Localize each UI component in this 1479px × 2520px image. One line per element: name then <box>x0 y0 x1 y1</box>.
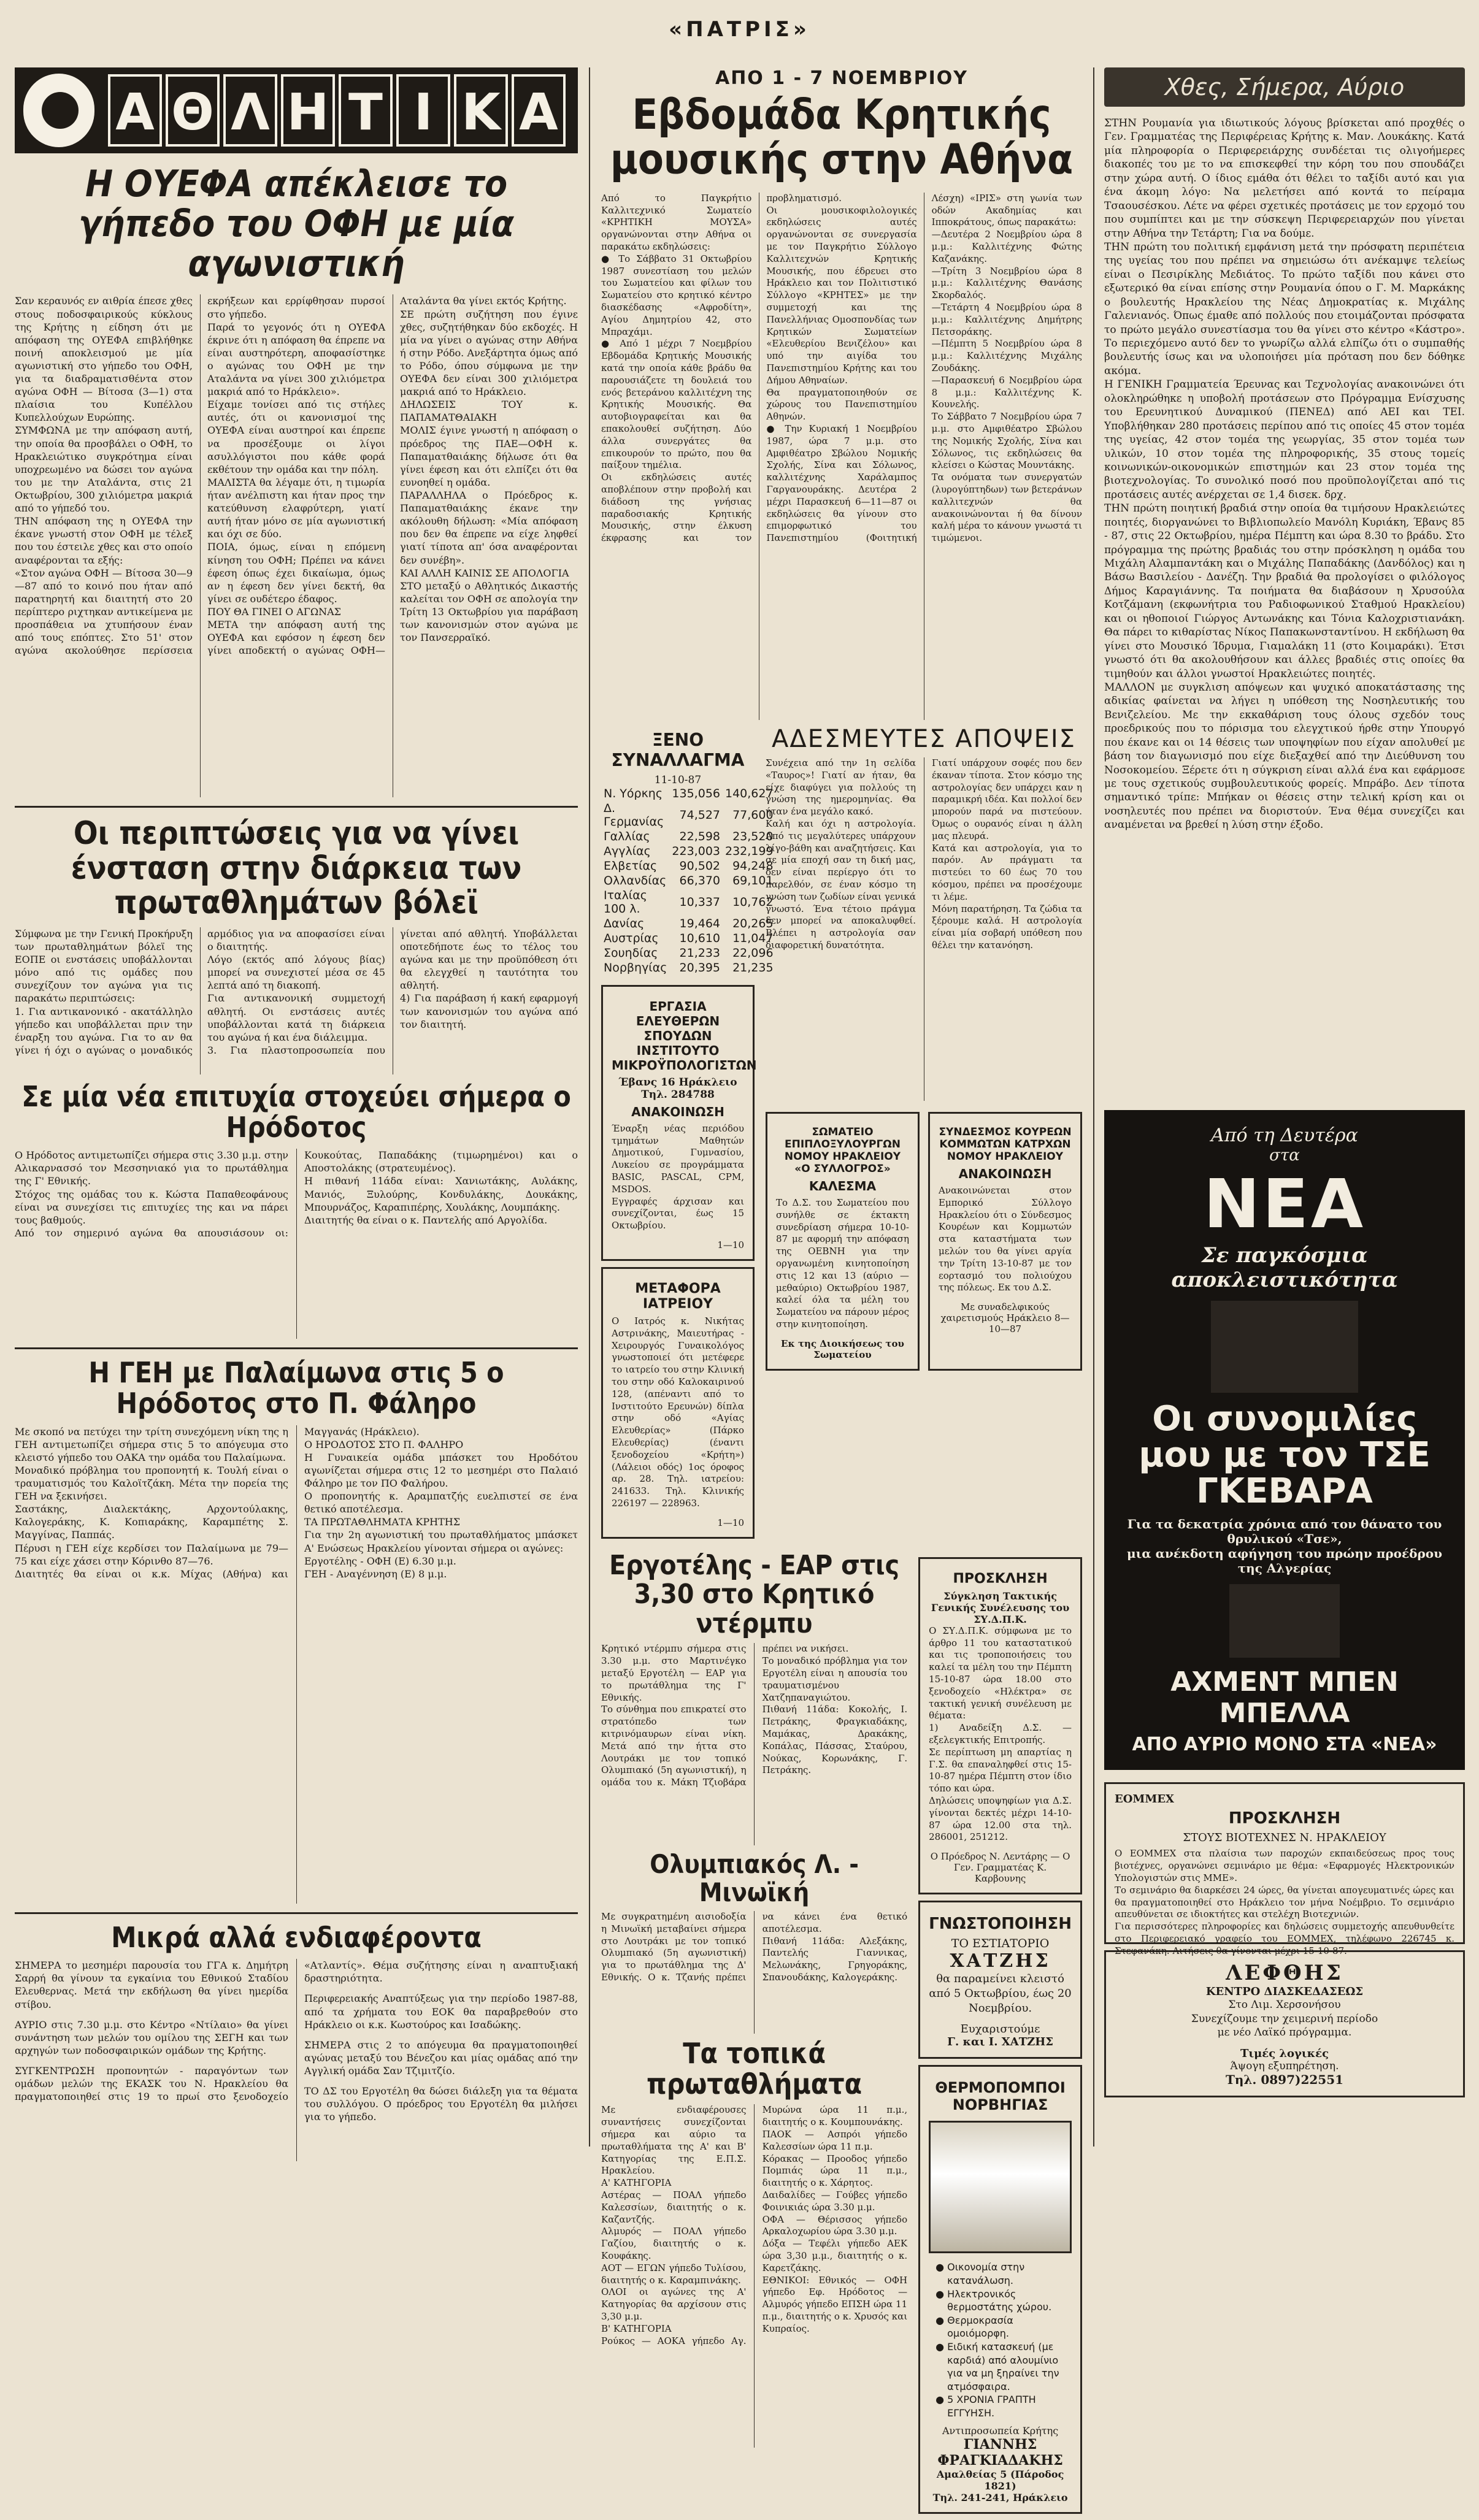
section-band: Χθες, Σήμερα, Αύριο <box>1104 67 1465 107</box>
section-logo-letters <box>108 74 569 147</box>
logo-letter: Κ <box>454 74 508 147</box>
uefa-body: Σαν κεραυνός εν αιθρία έπεσε χθες στους ποδοσφαιρικούς κύκλους της Κρήτης η είδηση ότι με απόφαση της ΟΥΕΦΑ επιβλήθηκε ποινή αποκλεισμού με μία αγωνιστική στο γήπεδο του ΟΦΗ, για τα διαδραματισθέντα στον αγώνα ΟΦΗ — Βίτοσα (3—1) στα πλαίσια του Κυπέλλου Κυπελλούχων Ευρώπης. ΣΥΜΦΩΝΑ με την απόφαση αυτή, την οποία θα προσβάλει ο ΟΦΗ, το Ηρακλειώτικο συγκρότημα είναι υποχρεωμένο να δώσει τον αγώνα του με την Αταλάντα, στις 21 Οκτωβρίου, 300 χιλιόμετρα μακριά από το γήπεδό του. ΤΗΝ απόφαση της η ΟΥΕΦΑ την έκανε γνωστή στον ΟΦΗ με τέλεξ που του έστειλε χθες και στο οποίο αναφέρονται τα εξής: «Στον αγώνα ΟΦΗ — Βίτοσα 30—9—87 από το κοινό που ήταν από παρατηρητή και διαιτητή στο 20 περίπτερο ριχτηκαν αντικείμενα με προσπάθεια να χτυπήσουν έναν από τους επόπτες. Στο 51' στον αγώνα ακολούθησε περίσσεια εκρήξεων και ερρίφθησαν πυρσοί στο γήπεδο. Παρά το γεγονός ότι η ΟΥΕΦΑ έκρινε ότι η απόφαση θα έπρεπε να είναι αυστηρότερη, αποφασίστηκε ο αγώνας του ΟΦΗ με την Αταλάντα να γίνει 300 χιλιόμετρα μακριά από το Ηράκλειο». Είχαμε τονίσει από τις στήλες αυτές, ότι οι κανονισμοί της ΟΥΕΦΑ είναι αυστηροί και έπρεπε να προσέξουμε οι λίγοι ασυλλόγιστοι που κάθε φορά εκθέτουν την ομάδα και την πόλη. ΜΑΛΙΣΤΑ θα λέγαμε ότι, η τιμωρία ήταν ανέλπιστη και ήταν προς την κατεύθυνση ελαφρύτερη, γιατί αυτή ήταν μόνο σε μία αγωνιστική και όχι σε δύο. ΠΟΙΑ, όμως, είναι η επόμενη κίνηση του ΟΦΗ; Πρέπει να κάνει έφεση όπως έχει δικαίωμα, όμως αν η έφεση δεν γίνει δεκτή, θα γίνει σε ουδέτερο έδαφος. ΠΟΥ ΘΑ ΓΙΝΕΙ Ο ΑΓΩΝΑΣ ΜΕΤΑ την απόφαση αυτή της ΟΥΕΦΑ και εφόσον η έφεση δεν γίνει αποδεκτή ο αγώνας ΟΦΗ—Αταλάντα θα γίνει εκτός Κρήτης. ΣΕ πρώτη συζήτηση που έγινε χθες, συζητήθηκαν δύο εκδοχές. Η μία να γίνει ο αγώνας στην Αθήνα ή στην Ρόδο. Ανεξάρτητα όμως από το Ρόδο, όπου σύμφωνα με την ΟΥΕΦΑ δεν είναι 300 χιλιόμετρα μακριά από το Ηράκλειο. ΔΗΛΩΣΕΙΣ ΤΟΥ κ. ΠΑΠΑΜΑΤΘΑΙΑΚΗ ΜΟΛΙΣ έγινε γνωστή η απόφαση ο πρόεδρος της ΠΑΕ—ΟΦΗ κ. Παπαματθαιάκης δήλωσε ότι θα γίνει έφεση και ότι ελπίζει ότι θα ευνοηθεί η ομάδα. ΠΑΡΑΛΛΗΛΑ ο Πρόεδρος κ. Παπαματθαιάκης έκανε την ακόλουθη δήλωση: «Μία απόφαση που δεν θα έπρεπε να είχε ληφθεί γιατί τίποτα απ' όσα αναφέρονται δεν συνέβη». ΚΑΙ ΑΛΛΗ ΚΑΙΝΙΣ ΣΕ ΑΠΟΛΟΓΙΑ ΣΤΟ μεταξύ ο Αθλητικός Δικαστής καλείται τον ΟΦΗ σε απολογία την Τρίτη 13 Οκτωβρίου για παράβαση των κανονισμών στον αγώνα με τον Πανσερραϊκό. <box>15 295 578 657</box>
sports-lower-block <box>15 1079 578 2161</box>
buy-rate: 135,056 <box>672 786 720 800</box>
currency-name: Αγγλίας <box>604 844 651 858</box>
opinions-article <box>766 757 1082 1101</box>
lefthis-body: Στο Λιμ. Χερσονήσου Συνεχίζουμε την χειμερινή περίοδο με νέο Λαϊκό πρόγραμμα. <box>1191 1999 1378 2039</box>
eommex-notice <box>1104 1782 1465 1956</box>
iatreio-body: Ο Ιατρός κ. Νικήτας Αστρινάκης, Μαιευτήρας - Χειρουργός Γυναικολόγος γνωστοποιεί ότι μετέφερε το ιατρείο του στην Κλινική του στην οδό Καλοκαιρινού 128, (απέναντι από το Ινστιτούτο Ερευνών) δίπλα στην οδό «Αγίας Ελευθερίας» (Πάρκο Ελευθερίας) (έναντι ξενοδοχείου «Κρήτη») (Λάλειοι οδός) 1ος όροφος αρ. 28. Τηλ. ιατρείου: 241633. Τηλ. Κλινικής 226197 — 228963. <box>612 1316 744 1509</box>
uefa-article <box>15 294 578 797</box>
sell-rate: 11,047 <box>732 931 774 945</box>
currency-name: Αυστρίας <box>604 931 659 945</box>
ergotelis-headline: Εργοτέλης - ΕΑΡ στις 3,30 στο Κρητικό ντέρμπυ <box>609 1549 900 1639</box>
che-guevara-photo <box>1211 1301 1358 1393</box>
exchange-row <box>601 801 776 829</box>
geh-headline: Η ΓΕΗ με Παλαίμωνα στις 5 ο Ηρόδοτος στο Π. Φάληρο <box>88 1356 504 1420</box>
middle-block-3 <box>601 1551 1082 2520</box>
brief-headline: Μικρά αλλά ενδιαφέροντα <box>111 1920 482 1954</box>
middle-narrow-col <box>601 726 774 1545</box>
sell-rate: 94,248 <box>732 859 774 873</box>
lefthis-prices: Τιμές λογικές <box>1240 2047 1329 2060</box>
nea-advertisement <box>1104 1110 1465 1770</box>
kalesma-notice <box>766 1112 920 1371</box>
brief-item: ΣΥΓΚΕΝΤΡΩΣΗ προπονητών - παραγόντων των ομάδων μελών της ΕΚΑΣΚ του Ν. Ηρακλείου θα πραγματοποιηθεί στις 19 το πρωί στο ξενοδοχείο «Ατλαντίς». Θέμα συζήτησης είναι η αναπτυξιακή δραστηριότητα. <box>15 1959 578 2103</box>
right-column <box>1104 67 1465 2104</box>
music-headline: Εβδομάδα Κρητικής μουσικής στην Αθήνα <box>610 91 1074 185</box>
kalesma-body: Το Δ.Σ. του Σωματείου που συνήλθε σε έκτακτη συνεδρίαση σήμερα 10-10-87 με αφορμή την απόφαση της ΟΕΒΝΗ για την οργανωμένη κινητοποίηση στις 12 και 13 (αύριο — μεθαύριο) Οκτωβρίου 1987, καλεί όλα τα μέλη του Σωματείου να πάρουν μέρος στην κινητοποίηση. <box>776 1197 909 1330</box>
middle-block-2 <box>601 726 1082 1545</box>
kourees-subtitle: ΑΝΑΚΟΙΝΩΣΗ <box>958 1166 1052 1182</box>
ergotelis-article <box>601 1643 907 1845</box>
lefthis-phone: Τηλ. 0897)22551 <box>1225 2072 1344 2087</box>
sell-rate: 22,096 <box>732 946 774 960</box>
nea-ad-line2: στα <box>1269 1146 1300 1165</box>
kourees-footer: Με συναδελφικούς χαιρετισμούς Ηράκλειο 8—10—87 <box>940 1301 1070 1335</box>
thermo-feature: • 5 ΧΡΟΝΙΑ ΓΡΑΠΤΗ ΕΓΓΥΗΣΗ. <box>947 2393 1072 2419</box>
currency-name: Δανίας <box>604 916 645 930</box>
football-icon <box>23 74 94 147</box>
exchange-row <box>601 844 776 859</box>
nea-ad-headline: Οι συνομιλίες μου με τον ΤΣΕ ΓΚΕΒΑΡΑ <box>1139 1399 1431 1511</box>
ergasia-title: ΕΡΓΑΣΙΑ ΕΛΕΥΘΕΡΩΝ ΣΠΟΥΔΩΝ ΙΝΣΤΙΤΟΥΤΟ ΜΙΚΡΟΫΠΟΛΟΓΙΣΤΩΝ <box>612 998 757 1073</box>
logo-letter: Λ <box>223 74 277 147</box>
nea-ad-sub1: Για τα δεκατρία χρόνια από τον θάνατο του θρυλικού «Τσε», <box>1127 1517 1442 1547</box>
news-briefs <box>1104 117 1465 1098</box>
prosklisi-signature: Ο Πρόεδρος Ν. Λεντάρης — Ο Γεν. Γραμματέας Κ. Καρβουνης <box>930 1851 1070 1885</box>
currency-name: Σουηδίας <box>604 946 658 960</box>
divider <box>15 1347 578 1349</box>
lefthis-service: Άψογη εξυπηρέτηση. <box>1230 2059 1339 2072</box>
brief-list <box>15 1959 578 2161</box>
lefthis-subtitle: ΚΕΝΤΡΟ ΔΙΑΣΚΕΔΑΣΕΩΣ <box>1205 1985 1364 1999</box>
uefa-headline: Η ΟΥΕΦΑ απέκλεισε το γήπεδο του ΟΦΗ με μία αγωνιστική <box>79 163 514 285</box>
hatzis-name: ΧΑΤΖΗΣ <box>950 1950 1051 1972</box>
sell-rate: 23,520 <box>732 829 774 843</box>
ergotelis-body: Κρητικό ντέρμπυ σήμερα στις 3.30 μ.μ. στο Μαρτινέγκο μεταξύ Εργοτέλη — ΕΑΡ για το πρωτάθλημα της Γ' Εθνικής. Το σύνθημα που επικρατεί στο στρατόπεδο των κιτρινόμαυρων είναι νίκη. Μετά από την ήττα στο Λουτράκι με τον τοπικό Ολυμπιακό (5η αγωνιστική), η ομάδα του κ. Μάκη Τζιοβάρα πρέπει να νικήσει. Το μοναδικό πρόβλημα για τον Εργοτέλη είναι η απουσία του τραυματισμένου Χατζηπαναγιώτου. Πιθανή 11άδα: Κοκολής, Ι. Πετράκης, Φραγκιαδάκης, Μαμάκας, Δρακάκης, Κοπάλας, Πάσσας, Σταύρου, Νούκας, Κορωνάκης, Γ. Πετράκης. <box>601 1643 908 1788</box>
newspaper-masthead: «ΠΑΤΡΙΣ» <box>669 17 810 42</box>
column-rule <box>589 67 590 2147</box>
volley-headline: Οι περιπτώσεις για να γίνει ένσταση στην διάρκεια των πρωταθλημάτων βόλεϊ <box>71 815 522 921</box>
sell-rate: 21,235 <box>732 960 774 975</box>
exchange-row <box>601 946 776 960</box>
ergasia-ref: 1—10 <box>717 1239 744 1251</box>
lefthis-title: ΛΕΦΘΗΣ <box>1226 1961 1343 1986</box>
opinions-body: Συνέχεια από την 1η σελίδα «Ταυρος»! Γιατί αν ήταν, θα είχε διαφύγει για πολλούς τη γνώση της ημερομηνίας. Θα ήταν ένα μεγάλο κακό. Καλή και όχι η αστρολογία. Από τις μεγαλύτερες υπάρχουν λίγο-βάθη και αναζητήσεις. Και σε μία εποχή σαν τη δική μας, δεν είναι περίεργο ότι το παρελθόν, σε έναν κόσμο τη γνώση των ζωδίων είναι γενικά γνωστό. Ένα τέτοιο πράγμα δεν μπορεί να αποκαλυφθεί. Βλέπει η αστρολογία σαν διαφορετική δυνατότητα. Γιατί υπάρχουν σοφές που δεν έκαναν τίποτα. Στον κόσμο της αστρολογίας δεν υπάρχει καν η παραμικρή ιδέα. Και πολλοί δεν μπορούν παρά να πιστεύουν. Όμως ο ουρανός είναι η άλλη μας πλευρά. Κατά και αστρολογία, για το παρόν. Αν πράγματι τα πιστεύει το 60 έως 70 του κόσμου, πρέπει να προσέχουμε τι λέμε. Μόνη παρατήρηση. Τα ζώδια τα ξέρουμε καλά. Η αστρολογία είναι μία σοβαρή υπόθεση που θέλει την κατανόηση. <box>766 757 1082 951</box>
ergasia-subtitle: ΑΝΑΚΟΙΝΩΣΗ <box>631 1104 724 1119</box>
buy-rate: 66,370 <box>679 873 720 887</box>
iatreio-notice <box>601 1267 755 1539</box>
buy-rate: 90,502 <box>679 859 720 873</box>
divider <box>15 1912 578 1914</box>
sell-rate: 77,600 <box>732 808 774 822</box>
logo-letter: Τ <box>339 74 393 147</box>
middle-sports-col <box>601 1551 907 2520</box>
buy-rate: 74,527 <box>679 808 720 822</box>
buy-rate: 20,395 <box>679 960 720 975</box>
hatzis-subtitle: ΤΟ ΕΣΤΙΑΤΟΡΙΟ <box>951 1937 1050 1951</box>
exchange-title: ΞΕΝΟ ΣΥΝΑΛΛΑΓΜΑ <box>611 729 745 770</box>
thermo-feature: • Οικονομία στην κατανάλωση. <box>947 2261 1072 2287</box>
currency-name: Δ. Γερμανίας <box>604 801 664 829</box>
hatzis-thanks: Ευχαριστούμε <box>960 2023 1040 2036</box>
thermo-feature: • Ειδική κατασκευή (με καρδιά) από αλουμίνιο για να μη ξηραίνει την ατμόσφαιρα. <box>947 2340 1072 2393</box>
kalesma-footer: Εκ της Διοικήσεως του Σωματείου <box>781 1338 904 1360</box>
hatzis-body: θα παραμείνει κλειστό από 5 Οκτωβρίου, έως 20 Νοεμβρίου. <box>929 1972 1072 2015</box>
brief-item: ΤΟ ΔΣ του Εργοτέλη θα δώσει διάλεξη για τα θέματα του συλλόγου. Ο πρόεδρος του Εργοτέλη θα μιλήσει για το γήπεδο. <box>304 2085 578 2123</box>
heater-image <box>929 2121 1072 2253</box>
iatreio-title: ΜΕΤΑΦΟΡΑ ΙΑΤΡΕΙΟΥ <box>635 1281 721 1312</box>
buy-rate: 223,003 <box>672 844 720 858</box>
eommex-body: Ο ΕΟΜΜΕΧ στα πλαίσια των παροχών εκπαιδεύσεως προς τους βιοτέχνες, οργανώνει σεμινάριο με θέμα: «Εφαρμογές Ηλεκτρονικών Υπολογιστών στις ΜΜΕ». Το σεμινάριο θα διαρκέσει 24 ώρες, θα γίνεται απογευματινές ώρες και θα πραγματοποιηθεί στο Ηράκλειο τον μήνα Νοέμβριο. Το σεμινάριο απευθύνεται σε ιδιοκτήτες και στελέχη Βιοτεχνιών. Για περισσότερες πληροφορίες και δηλώσεις συμμετοχής απευθυνθείτε στο Περιφερειακό γραφείο του ΕΟΜΜΕΧ, τηλέφωνο 226745 κ. Στεφανάκη. Αιτήσεις θα γίνονται μέχρι 15-10-87. <box>1115 1848 1454 1956</box>
thermo-dealer: ΓΙΑΝΝΗΣ ΦΡΑΓΚΙΑΔΑΚΗΣ <box>937 2436 1063 2468</box>
topika-article <box>601 2104 907 2448</box>
herodotos-article <box>15 1149 578 1339</box>
middle-wide-col <box>766 726 1082 1545</box>
kalesma-title: ΣΩΜΑΤΕΙΟ ΕΠΙΠΛΟΞΥΛΟΥΡΓΩΝ ΝΟΜΟΥ ΗΡΑΚΛΕΙΟΥ «Ο ΣΥΛΛΟΓΡΟΣ» <box>784 1126 901 1176</box>
buy-rate: 19,464 <box>679 916 720 930</box>
middle-column <box>601 67 1082 2520</box>
music-body: Από το Παγκρήτιο Καλλιτεχνικό Σωματείο «ΚΡΗΤΙΚΗ ΜΟΥΣΑ» οργανώνονται στην Αθήνα οι παρακάτω εκδηλώσεις: ● Το Σάββατο 31 Οκτωβρίου 1987 συνεστίαση του μελών του Σωματείου και φίλων του Σωματείου στο κρητικό κέντρο διασκέδασης «Αφροδίτη», Αγίου Δημητρίου 42, στο Μπραχάμι. ● Από 1 μέχρι 7 Νοεμβρίου Εβδομάδα Κρητικής Μουσικής κατά την οποία κάθε βράδυ θα παρουσιάζετε τη δουλειά του ενός βετεράνου καλλιτέχνη της Κρητικής Μουσικής. Θα αυτοβιογραφείται και θα επακολουθεί συζήτηση. Δύο άλλα συνεργάτες θα επικουρούν το πρώτο, που θα παίξουν τημέλια. Οι εκδηλώσεις αυτές αποβλέπουν στην προβολή και διάδοση της γνήσιας παραδοσιακής Κρητικής Μουσικής, στην έλκυση έκφρασης και τον προβληματισμό. Οι μουσικοφιλολογικές εκδηλώσεις αυτές οργανώνονται σε συνεργασία με τον Παγκρήτιο Σύλλογο Καλλιτεχνών Κρητικής Μουσικής, που έδρευει στο Ηράκλειο και τον Πολιτιστικό Σύλλογο «ΚΡΗΤΕΣ» με την συμμετοχή και της Πανελλήνιας Ομοσπονδίας των Κρητικών Σωματείων «Ελευθερίου Βενιζέλου» και υπό την αιγίδα του Πανεπιστημίου Κρήτης και του Δήμου Αθηναίων. Θα πραγματοποιηθούν σε χώρους του Πανεπιστημίου Αθηνών. ● Την Κυριακή 1 Νοεμβρίου 1987, ώρα 7 μ.μ. στο Αμφιθέατρο Σβώλου Νομικής Σχολής, Σίνα και Σόλωνος, καλλιτέχνης Χαράλαμπος Γαργανουράκης. Δευτέρα 2 μέχρι Παρασκευή 6—11—87 οι εκδηλώσεις θα γίνουν στο επιμορφωτικό του Πανεπιστημίου (Φοιτητική Λέσχη) «ΙΡΙΣ» στη γωνία των οδών Ακαδημίας και Ιπποκράτους, όπως παρακάτω: —Δευτέρα 2 Νοεμβρίου ώρα 8 μ.μ.: Καλλιτέχνης Φώτης Καζανάκης. —Τρίτη 3 Νοεμβρίου ώρα 8 μ.μ.: Καλλιτέχνης Θανάσης Σκορδαλός. —Τετάρτη 4 Νοεμβρίου ώρα 8 μ.μ.: Καλλιτέχνης Δημήτρης Πετσοράκης. —Πέμπτη 5 Νοεμβρίου ώρα 8 μ.μ.: Καλλιτέχνης Μιχάλης Ζουδάκης. —Παρασκευή 6 Νοεμβρίου ώρα 8 μ.μ.: Καλλιτέχνης Κ. Κουνελής. Το Σάββατο 7 Νοεμβρίου ώρα 7 μ.μ. στο Αμφιθέατρο Σβώλου της Νομικής Σχολής, Σίνα και Σόλωνος, τις εκδηλώσεις θα κλείσει ο Κώστας Μουντάκης. Τα ονόματα των συνεργατών (λυρογύπτηδων) των βετεράνων καλλιτεχνών θα ανακοινώνονται ή θα δίνουν καλή μέρα το κάνουν γνωστά τι τιμώμενοι. <box>601 192 1082 544</box>
sell-rate: 20,265 <box>732 916 774 930</box>
nea-ad-arc: Σε παγκόσμια αποκλειστικότητα <box>1171 1243 1398 1292</box>
prosklisi-notice <box>918 1557 1082 1894</box>
topika-body: Με ενδιαφέρουσες συναντήσεις συνεχίζονται σήμερα και αύριο τα πρωταθλήματα της Α' και Β' Κατηγορίας της Ε.Π.Σ. Ηρακλείου. Α' ΚΑΤΗΓΟΡΙΑ Αστέρας — ΠΟΑΛ γήπεδο Καλεσσίων, διαιτητής ο κ. Καζαντζής. Αλμυρός — ΠΟΑΛ γήπεδο Γαζίου, διαιτητής ο κ. Κουφάκης. ΑΟΤ — ΕΓΩΝ γήπεδο Τυλίσου, διαιτητής ο κ. Καραμπινάκης. ΟΛΟΙ οι αγώνες της Α' Κατηγορίας θα αρχίσουν στις 3,30 μ.μ. Β' ΚΑΤΗΓΟΡΙΑ Ρούκος — ΑΟΚΑ γήπεδο Αγ. Μυρώνα ώρα 11 π.μ., διαιτητής ο κ. Κουμπουνάκης. ΠΑΟΚ — Ασπρόι γήπεδο Καλεσσίων ώρα 11 π.μ. Κόρακας — Προοδος γήπεδο Πομπιάς ώρα 11 π.μ., διαιτητής ο κ. Χάρητος. Δαιδαλίδες — Γούβες γήπεδο Φοινικιάς ώρα 3.30 μ.μ. ΟΦΑ — Θέρισσος γήπεδο Αρκαλοχωρίου ώρα 3.30 μ.μ. Δόξα — Τεφέλι γήπεδο ΑΕΚ ώρα 3,30 μ.μ., διαιτητής ο κ. Καρετζάκης. ΕΘΝΙΚΟΙ: Εθνικός — ΟΦΗ γήπεδο Εφ. Ηρόδοτος — Αλμυρός γήπεδο ΕΠΣΗ ώρα 11 π.μ., διαιτητής ο κ. Χρυσός και Κυπραίος. <box>601 2104 908 2346</box>
prosklisi-subtitle: Σύγκληση Τακτικής Γενικής Συνέλευσης του ΣΥ.Δ.Π.Κ. <box>931 1590 1070 1625</box>
iatreio-ref: 1—10 <box>717 1517 744 1528</box>
logo-letter: Ι <box>396 74 450 147</box>
opinions-headline: ΑΔΕΣΜΕΥΤΕΣ ΑΠΟΨΕΙΣ <box>772 724 1076 753</box>
thermo-feature: • Θερμοκρασία ομοιόμορφη. <box>947 2314 1072 2340</box>
middle-ads-col <box>918 1551 1082 2520</box>
logo-letter: Η <box>281 74 335 147</box>
logo-letter: Θ <box>166 74 220 147</box>
exchange-table <box>601 786 776 975</box>
hatzis-notice <box>918 1901 1082 2059</box>
sell-rate: 10,762 <box>732 895 774 909</box>
ergasia-address: Έβανς 16 Ηράκλειο Τηλ. 284788 <box>618 1076 737 1101</box>
news-briefs-body: ΣΤΗΝ Ρουμανία για ιδιωτικούς λόγους βρίσκεται από προχθές ο Γεν. Γραμματέας της Περιφέρειας Κρήτης κ. Μαν. Λουκάκης. Κατά μία πληροφορία ο Περιφερειάρχης συνδέεται τις ολιγοήμερες διακοπές του με το να επισκεφθεί την κόρη του που σπουδάζει στην χώρα αυτή. Ο ίδιος εμάθα ότι θέλει το ταξίδι αυτό και για ένα άκομη λόγο: Να μελετήσει από κοντά το πείραμα Τσαουσέσκου. Λέτε να φέρει σχετικές προτάσεις με τον ερχομό του που συμπίπτει και με την σύσκεψη Περιφερειαρχών που γίνεται στην Αθήνα την Τετάρτη; Για να δούμε. ΤΗΝ πρώτη του πολιτική εμφάνιση μετά την πρόσφατη περιπέτεια της υγείας του που πρέπει να σημειώσω ότι ανέκαμψε τελείως είναι ο Πεσιρίκλης Μεδιάτος. Το πρώτο ταξίδι που κάνει στο εξωτερικό θα είναι επίσης στην Ρουμανία όπου ο Γ. Μ. Μαρκάκης ο βουλευτής Ηρακλείου της Νέας Δημοκρατίας κ. Μιχάλης Γαλενιανός. Όπως έμαθε από πολλούς που ετοιμάζονται πρόσφατα το πρώτο μεγάλο συνεστίασμα του θα γίνει στο κέντρο «Κάστρο». Το περιεχόμενο αυτό δεν το γνωρίζω αλλά ελπίζω ότι ο συμπαθής βουλευτής ίσως και να υλοποιήσει μία πρόταση που δεν δόθηκε ακόμα. Η ΓΕΝΙΚΗ Γραμματεία Έρευνας και Τεχνολογίας ανακοινώνει ότι ολοκληρώθηκε η υποβολή προτάσεων στο Πρόγραμμα Ενίσχυσης του Ερευνητικού Δυναμικού (ΠΕΝΕΔ) από ΑΕΙ και ΤΕΙ. Υποβλήθηκαν 280 προτάσεις περίπου από τις οποίες 45 στον τομέα της υγείας, 42 στον τομέα της γεωργίας, 35 στον τομέα των υλικών, 10 στον τομέα της πληροφορικής, 35 στους τομείς κοινωνικών-οικονομικών επιστημών και 23 στον τομέα της βιοτεχνολογίας. Το συνολικό ποσό που προϋπολογίζεται από τις προτάσεις αυτές ανέρχεται σε 1,4 δισεκ. δρχ. ΤΗΝ πρώτη ποιητική βραδιά στην οποία θα τιμήσουν Ηρακλειώτες ποιητές, διοργανώνει το Βιβλιοπωλείο Μανόλη Κυριάκη, Έβανς 85 - 87, στις 22 Οκτωβρίου, ημέρα Πέμπτη και ώρα 8.30 το βράδυ. Στο πρόγραμμα της πρώτης βραδιάς του στην πρόσκληση η ομάδα του Μιχάλη Αλαμπαντάκη και ο Μιχάλης Παπαδάκης (Δανδόλος) και η Βάσω Βασιλείου - Δανέζη. Την βραδιά θα προλογίσει ο φιλόλογος Δήμος Καραγιάννης. Τα ποιήματα θα διαβάσουν η Χρυσούλα Κοτζάμανη (εκφωνήτρια του Ραδιοφωνικού Σταθμού Ηρακλείου) και οι ηθοποιοί Γιώργος Αντωνάκης και Τόνια Καλοχριστιανάκη. Θα πάρει το κιθαρίστας Νίκος Παπακωνσταντίνου. Η εκδήλωση θα γίνει στο Μουσικό Ίδρυμα, Γιαμαλάκη 11 (στο Κοιμαράκι). Έτσι γνωστό ότι θα ακολουθήσουν και άλλες βραδιές στις οποίες θα τιμηθούν και άλλοι γνωστοί Ηρακλειώτες ποιητές. ΜΑΛΛΟΝ με συγκλιση απόψεων και ψυχικό αποκατάστασης της αδικίας φαίνεται να λήγει η υπόθεση της Νοσηλευτικής του Βενιζελείου. Με την εκκαθάριση τους όλους σχεδόν τους προεδρικούς που το πόρισμα του ελεγχτικού ήρθε στην Υπουργό που έκανε και οι 14 θέσεις των υποψηφίων που είχαν απολυθεί με βάση τον διαγωνισμό που είχε διεξαχθεί από την Διεύθυνση του Νοσοκομείου. Ξέρετε ότι η σύγκριση είναι αλλά ένα και εφάρμοσε με τους σχετικούς συμβουλευτικούς φορείς. Μπράβο. Δεν τίποτα σημαντικό τρίπε: Μπήκαν οι θέσεις στην τελική κρίση και οι νοσηλευτές που πρέπει να διοριστούν. Ένα θέμα συνεχίζει και αναμένεται να βρεθεί η λύση στην έξοδο. <box>1104 117 1465 832</box>
buy-rate: 21,233 <box>679 946 720 960</box>
hatzis-title: ΓΝΩΣΤΟΠΟΙΗΣΗ <box>929 1915 1072 1934</box>
thermo-title: ΘΕΡΜΟΠΟΜΠΟΙ ΝΟΡΒΗΓΙΑΣ <box>935 2079 1066 2114</box>
thermo-feature: • Ηλεκτρονικός θερμοστάτης χώρου. <box>947 2288 1072 2314</box>
currency-name: Ολλανδίας <box>604 873 667 887</box>
olympiakos-article <box>601 1911 907 2034</box>
brief-item: ΣΗΜΕΡΑ το μεσημέρι παρουσία του ΓΓΑ κ. Δημήτρη Σαρρή θα γίνουν τα εγκαίνια του Εθνικού Σταδίου Ελευθερνας. Μετά την εκδήλωση θα γίνει ημερίδα στίβου. <box>15 1959 288 2010</box>
kourees-title: ΣΥΝΔΕΣΜΟΣ ΚΟΥΡΕΩΝ ΚΟΜΜΩΤΩΝ ΚΑΤΡΧΩΝ ΝΟΜΟΥ ΗΡΑΚΛΕΙΟΥ <box>939 1126 1072 1163</box>
thermo-features <box>929 2261 1072 2419</box>
thermo-phone: Τηλ. 241-241, Ηράκλειο <box>932 2491 1068 2503</box>
topika-headline: Τα τοπικά πρωταθλήματα <box>647 2037 862 2101</box>
music-article <box>601 193 1082 720</box>
buy-rate: 22,598 <box>679 829 720 843</box>
herodotos-body: Ο Ηρόδοτος αντιμετωπίζει σήμερα στις 3.30 μ.μ. στην Αλικαρνασσό τον Μεσσηνιακό για το πρωτάθλημα της Γ' Εθνικής. Στόχος της ομάδας του κ. Κώστα Παπαθεοφάνους είναι να συνεχίσει τις επιτυχίες της και να πάρει τους βαθμούς. Από τον σημερινό αγώνα θα απουσιάσουν οι: Κουκούτας, Παπαδάκης (τιμωρημένοι) και ο Αποστολάκης (στρατευμένος). Η πιθανή 11άδα είναι: Χανιωτάκης, Αυλάκης, Μανιός, Ξυλούρης, Κονδυλάκης, Δουκάκης, Μπουρνάζος, Καραπιπέρης, Χουλάκης, Λουμπάκης. Διαιτητής θα είναι ο κ. Παντελής από Αργολίδα. <box>15 1149 578 1239</box>
exchange-row <box>601 829 776 844</box>
kourees-notice <box>928 1112 1082 1371</box>
sports-section-logo <box>15 67 578 153</box>
lefthis-ad <box>1104 1950 1465 2097</box>
thermo-ad <box>918 2065 1082 2513</box>
geh-article <box>15 1425 578 1904</box>
eommex-subtitle: ΣΤΟΥΣ ΒΙΟΤΕΧΝΕΣ Ν. ΗΡΑΚΛΕΙΟΥ <box>1183 1831 1386 1845</box>
olympiakos-headline: Ολυμπιακός Λ. - Μινωϊκή <box>650 1849 859 1907</box>
nea-ad-line1: Από τη Δευτέρα <box>1211 1125 1358 1146</box>
exchange-row <box>601 960 776 975</box>
brief-item: Περιφερειακής Αναπτύξεως για την περίοδο 1987-88, από τα χρήματα του ΕΟΚ θα παραβρεθούν στο Ηράκλειο οι κ.κ. Κωστούρος και Ισαδώκης. <box>304 1993 578 2031</box>
kalesma-subtitle: ΚΑΛΕΣΜΑ <box>809 1179 877 1194</box>
currency-name: Νορβηγίας <box>604 960 667 975</box>
ergasia-body: Έναρξη νέας περιόδου τμημάτων Μαθητών Δημοτικού, Γυμνασίου, Λυκείου σε προγράμματα BASIC, PASCAL, CPM, MSDOS. Εγγραφές άρχισαν και συνεχίζονται, έως 15 Οκτωβρίου. <box>612 1122 744 1231</box>
brief-item: ΣΗΜΕΡΑ στις 2 το απόγευμα θα πραγματοποιηθεί αγώνας μεταξύ του Βένεζου και μίας ομάδας από την Αγγλική ομάδα Σαν Τζιμιτζίο. <box>304 2039 578 2077</box>
currency-name: Ελβετίας <box>604 859 658 873</box>
geh-body: Με σκοπό να πετύχει την τρίτη συνεχόμενη νίκη της η ΓΕΗ αντιμετωπίζει σήμερα στις 5 το απόγευμα στο κλειστό γήπεδο του ΟΑΚΑ την ομάδα του Παλαίμωνα. Μοναδικό πρόβλημα του προπονητή κ. Τουλή είναι ο τραυματισμός του Καλοϊτζάκη. Μέτα την πορεία της ΓΕΗ να ξεκινήσει. Σαστάκης, Διαλεκτάκης, Αρχοντούλακης, Καλογεράκης, Κ. Κοπιαράκης, Καραμπέτης Σ. Μαγγίνας, Παππάς. Πέρυσι η ΓΕΗ είχε κερδίσει τον Παλαίμωνα με 79—75 και είχε χάσει στην Κόρινθο 87—76. Διαιτητές θα είναι οι κ.κ. Μίχας (Αθήνα) και Μαγγανάς (Ηράκλειο). Ο ΗΡΟΔΟΤΟΣ ΣΤΟ Π. ΦΑΛΗΡΟ Η Γυναικεία ομάδα μπάσκετ του Ηροδότου αγωνίζεται σήμερα στις 12 το μεσημέρι στο Παλαιό Φάληρο με τον ΠΟ Φαλήρου. Ο προπονητής κ. Αραμπατζής ευελπιστεί σε ένα θετικό αποτέλεσμα. ΤΑ ΠΡΩΤΑΘΛΗΜΑΤΑ ΚΡΗΤΗΣ Για την 2η αγωνιστική του πρωταθλήματος μπάσκετ Α' Ενώσεως Ηρακλείου γίνονται σήμερα οι αγώνες: Εργοτέλης - ΟΦΗ (Ε) 6.30 μ.μ. ΓΕΗ - Αναγέννηση (Ε) 8 μ.μ. <box>15 1425 578 1580</box>
eommex-body-wrap <box>1115 1848 1454 1956</box>
sell-rate: 140,627 <box>725 786 774 800</box>
logo-letter: Α <box>512 74 566 147</box>
sell-rate: 232,199 <box>725 844 774 858</box>
volley-body: Σύμφωνα με την Γενική Προκήρυξη των πρωταθλημάτων βόλεϊ της ΕΟΠΕ οι ενστάσεις υποβάλλονται μόνο από τις ομάδες που συνεχίζουν τον αγώνα για τις παρακάτω περιπτώσεις: 1. Για αντικανονικό - ακατάλληλο γήπεδο και υποβάλλεται πριν την έναρξη του αγώνα. Για το αν θα γίνει ή όχι ο αγώνας ο μοναδικός αρμόδιος για να αποφασίσει είναι ο διαιτητής. Λόγο (εκτός από λόγους βίας) μπορεί να συνεχιστεί μέσα σε 45 λεπτά από τη διακοπή. Για αντικανονική συμμετοχή αθλητή. Οι ενστάσεις αυτές υποβάλλονται κατά τη διάρκεια του αγώνα ή και ένα διάλειμμα. 3. Για πλαστοπροσωπεία που γίνεται από αθλητή. Υποβάλλεται οποτεδήποτε έως το τέλος του αγώνα και με την προϋπόθεση ότι θα ελεγχθεί η ταυτότητα του αθλητή. 4) Για παράβαση ή κακή εφαρμογή των κανονισμών του αγώνα από τον διαιτητή. <box>15 927 578 1056</box>
thermo-dealer-label: Αντιπροσωπεία Κρήτης <box>942 2424 1059 2437</box>
buy-rate: 10,337 <box>679 895 720 909</box>
herodotos-headline: Σε μία νέα επιτυχία στοχεύει σήμερα ο Ηρόδοτος <box>21 1079 571 1144</box>
prosklisi-title: ΠΡΟΣΚΛΗΣΗ <box>953 1571 1048 1587</box>
column-rule <box>1093 67 1094 2147</box>
exchange-row <box>601 786 776 801</box>
currency-name: Ιταλίας 100 λ. <box>604 888 647 916</box>
prosklisi-body: Ο ΣΥ.Δ.Π.Κ. σύμφωνα με το άρθρο 11 του καταστατικού και τις τροποποιήσεις του καλεί τα μέλη του την Πέμπτη 15-10-87 ώρα 18.00 στο ξενοδοχείο «Ηλέκτρα» σε τακτική γενική συνέλευση με θέματα: 1) Αναδείξη Δ.Σ. — εξελεγκτικής Επιτροπής. Σε περίπτωση μη απαρτίας η Γ.Σ. θα επαναληφθεί στις 15-10-87 ημέρα Πέμπτη στον ίδιο τόπο και ώρα. Δηλώσεις υποψηφίων για Δ.Σ. γίνονται δεκτές μέχρι 14-10-87 ώρα 12.00 στα τηλ. 286001, 251212. <box>929 1625 1072 1843</box>
ergasia-notice <box>601 985 755 1261</box>
volley-article <box>15 927 578 1074</box>
sports-lower-left <box>15 1079 578 2161</box>
exchange-row <box>601 931 776 946</box>
exchange-row <box>601 859 776 873</box>
currency-name: Γαλλίας <box>604 829 650 843</box>
nea-ad-footer: ΑΠΟ ΑΥΡΙΟ ΜΟΝΟ ΣΤΑ «ΝΕΑ» <box>1132 1734 1437 1756</box>
nea-ad-person: ΑΧΜΕΝΤ ΜΠΕΝ ΜΠΕΛΛΑ <box>1170 1666 1399 1729</box>
music-dateline: ΑΠΟ 1 - 7 ΝΟΕΜΒΡΙΟΥ <box>715 67 968 89</box>
currency-name: Ν. Υόρκης <box>604 786 663 800</box>
thermo-address: Αμαλθείας 5 (Πάροδος 1821) <box>936 2468 1064 2492</box>
nea-ad-sub2: μια ανέκδοτη αφήγηση του πρώην προέδρου της Αλγερίας <box>1126 1546 1443 1576</box>
logo-letter: Α <box>108 74 162 147</box>
exchange-date: 11-10-87 <box>654 773 702 786</box>
notices-row <box>766 1106 1082 1377</box>
olympiakos-body: Με συγκρατημένη αισιοδοξία η Μινωϊκή μεταβαίνει σήμερα στο Λουτράκι με τον τοπικό Ολυμπιακό (5η αγωνιστική) για το πρωτάθλημα της Δ' Εθνικής. Ο κ. Τζανής πρέπει να κάνει ένα θετικό αποτέλεσμα. Πιθανή 11άδα: Αλεξάκης, Παντελής Γιαννικας, Μελωνάκης, Γρηγοράκης, Σπανουδάκης, Καλογεράκης. <box>601 1911 908 1983</box>
ben-bella-photo <box>1229 1584 1340 1658</box>
divider <box>15 806 578 808</box>
hatzis-signature: Γ. και Ι. ΧΑΤΖΗΣ <box>947 2036 1053 2049</box>
sell-rate: 69,101 <box>732 873 774 887</box>
sports-column <box>15 67 578 2161</box>
eommex-title: ΠΡΟΣΚΛΗΣΗ <box>1228 1809 1341 1828</box>
brief-item: ΑΥΡΙΟ στις 7.30 μ.μ. στο Κέντρο «Ντίλαιο» θα γίνει συνάντηση των μελών του ομίλου της ΣΕΓΗ και των αρχηγών των ποδοσφαιρικών ομάδων της Κρήτης. <box>15 2018 288 2056</box>
exchange-row <box>601 888 776 916</box>
exchange-row <box>601 873 776 888</box>
eommex-org: ΕΟΜΜΕΧ <box>1115 1793 1174 1806</box>
exchange-row <box>601 916 776 931</box>
nea-brand: ΝΕΑ <box>1203 1165 1366 1243</box>
kourees-body: Ανακοινώνεται στον Εμπορικό Σύλλογο Ηρακλείου ότι ο Σύνδεσμος Κουρέων και Κομμωτών στα καταστήματα των μελών του θα γίνει αργία την Τρίτη 13-10-87 με τον εορτασμό του πολιούχου της πόλεως. Εκ του Δ.Σ. <box>939 1185 1072 1293</box>
buy-rate: 10,610 <box>679 931 720 945</box>
